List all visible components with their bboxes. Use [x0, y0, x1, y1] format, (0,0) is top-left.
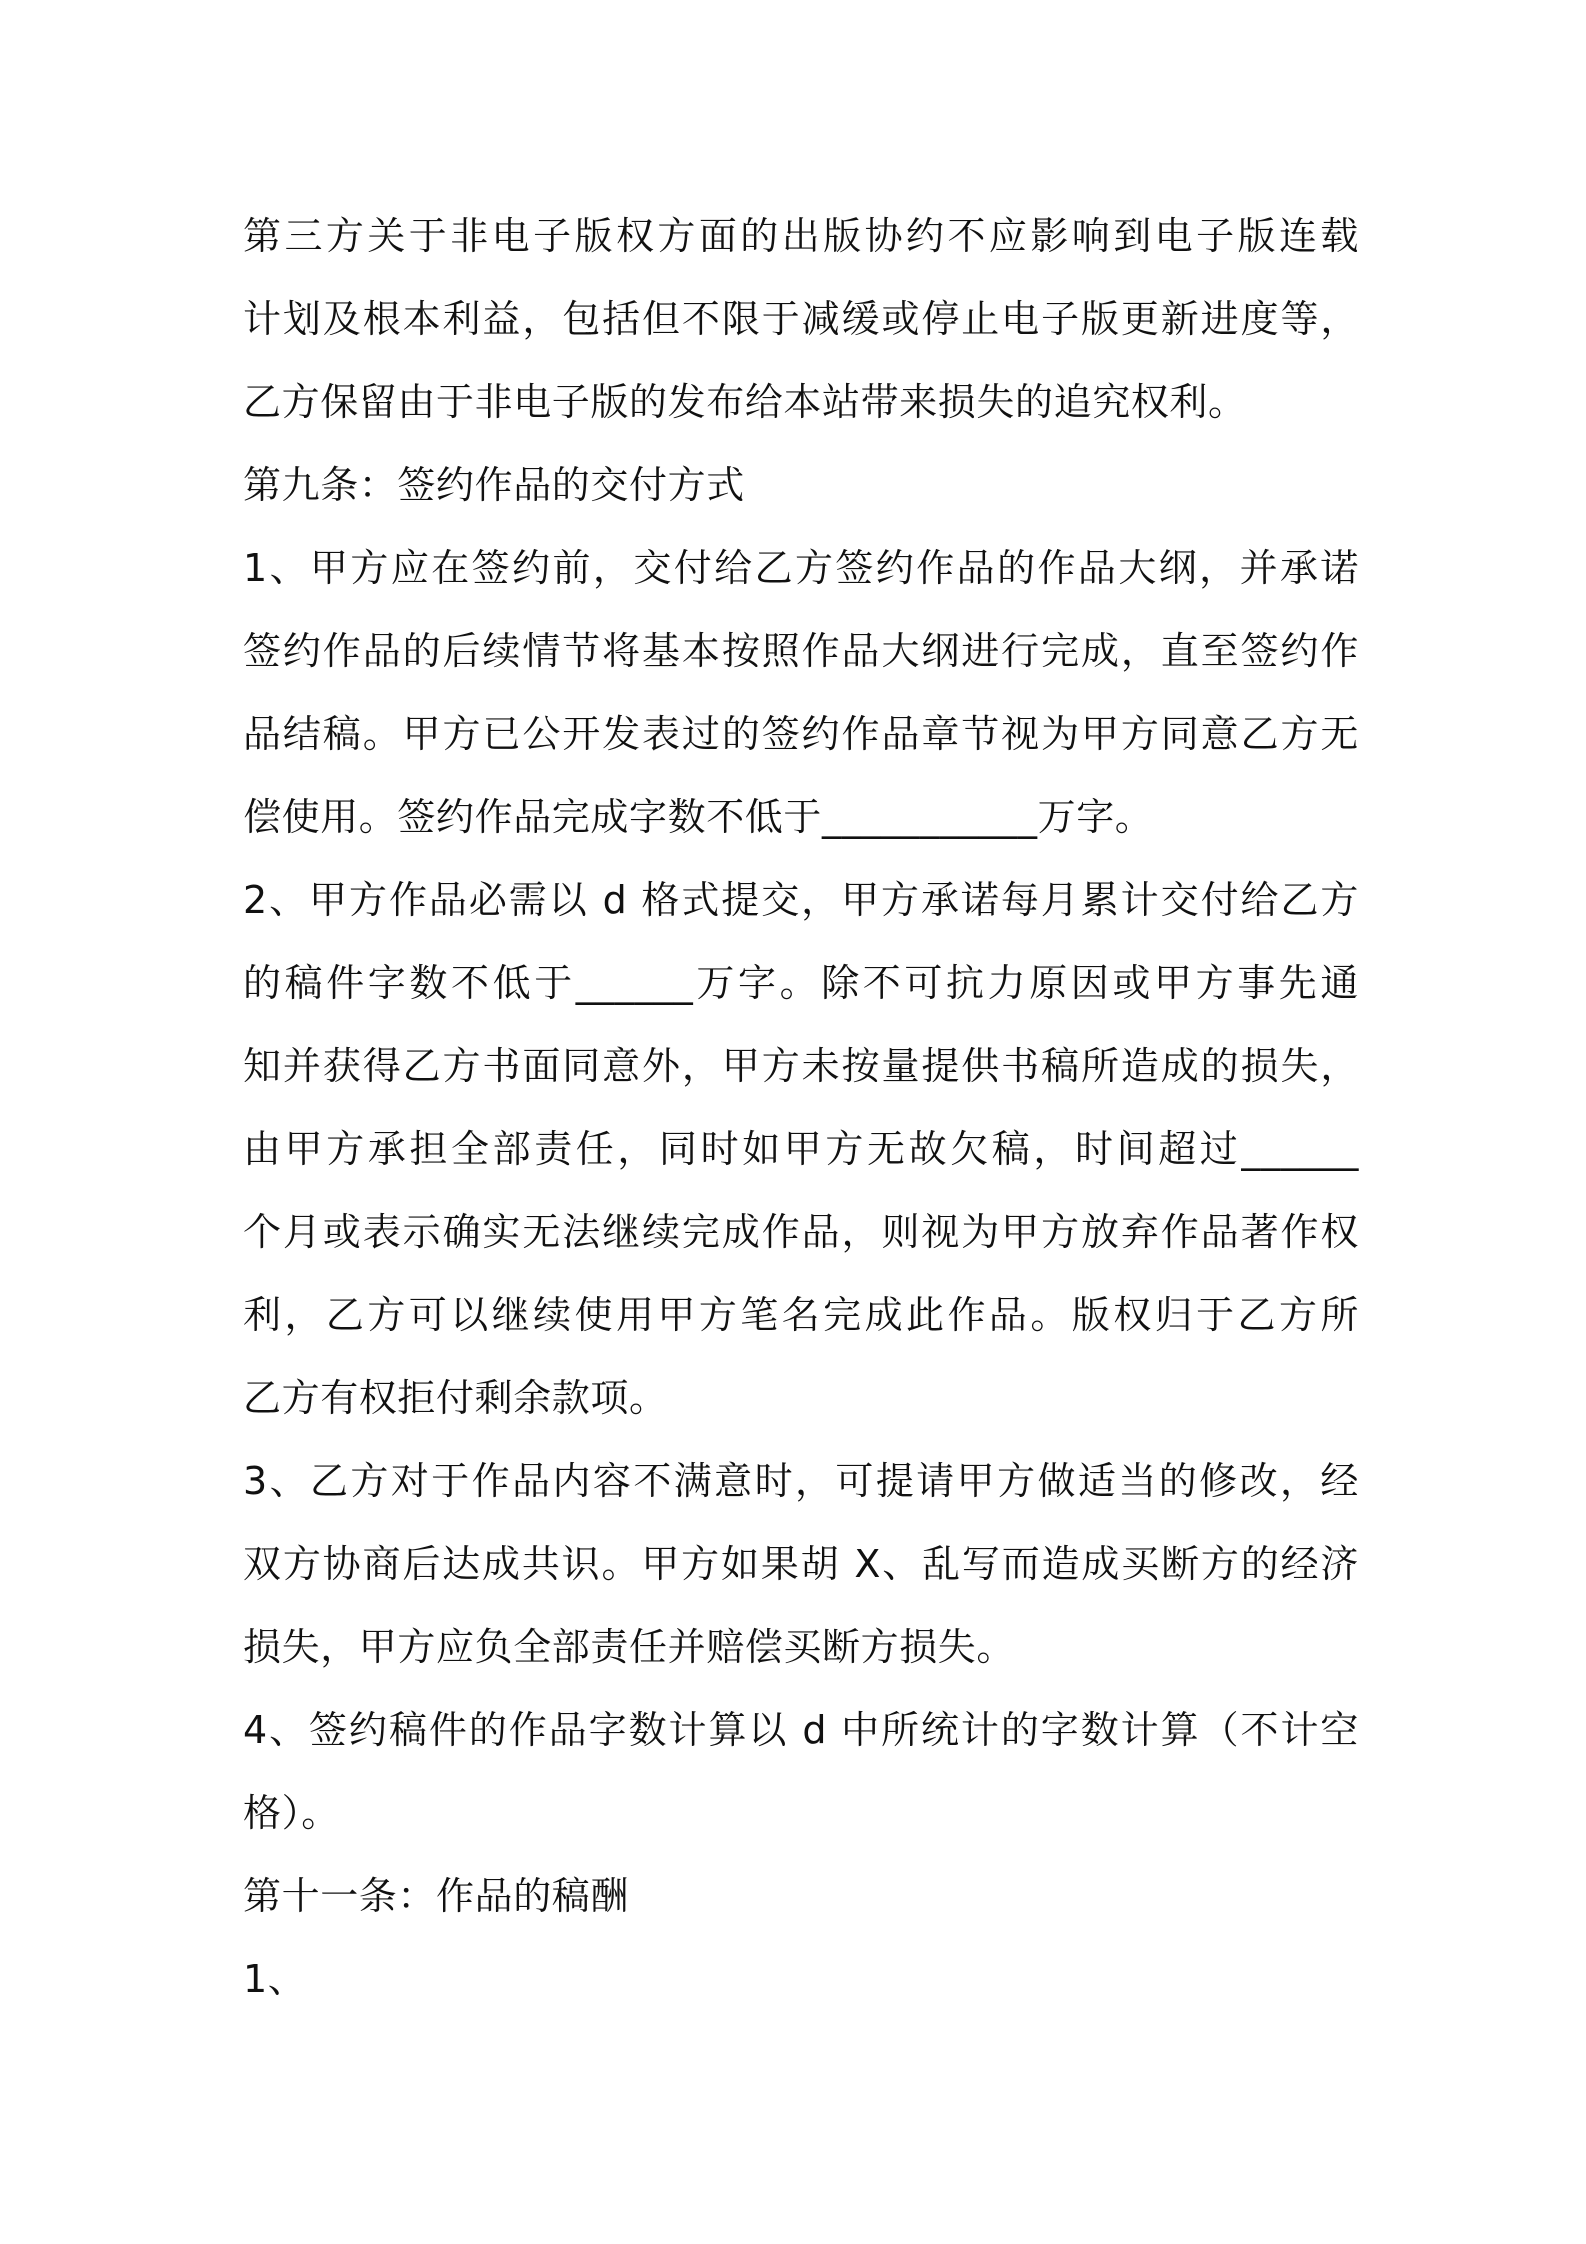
text-line: 乙方有权拒付剩余款项。: [243, 1376, 668, 1420]
text-line: 1、: [243, 1957, 307, 2001]
contract-text: [243, 195, 1359, 2021]
text-line: 利，乙方可以继续使用甲方笔名完成此作品。版权归于乙方所: [243, 1293, 1359, 1337]
text-line: 2、甲方作品必需以 d 格式提交，甲方承诺每月累计交付给乙方: [243, 878, 1359, 922]
section-heading: 第九条：签约作品的交付方式: [243, 463, 745, 507]
text-line: 由甲方承担全部责任，同时如甲方无故欠稿，时间超过______: [243, 1127, 1359, 1171]
text-line: 第三方关于非电子版权方面的出版协约不应影响到电子版连载: [243, 214, 1359, 258]
text-line: 签约作品的后续情节将基本按照作品大纲进行完成，直至签约作: [243, 629, 1359, 673]
text-line: 品结稿。甲方已公开发表过的签约作品章节视为甲方同意乙方无: [243, 712, 1359, 756]
text-line: 的稿件字数不低于______万字。除不可抗力原因或甲方事先通: [243, 961, 1359, 1005]
text-line: 4、签约稿件的作品字数计算以 d 中所统计的字数计算（不计空: [243, 1708, 1359, 1752]
text-line: 双方协商后达成共识。甲方如果胡 X、乱写而造成买断方的经济: [243, 1542, 1359, 1586]
section-heading: 第十一条：作品的稿酬: [243, 1874, 630, 1918]
text-line: 偿使用。签约作品完成字数不低于___________万字。: [243, 795, 1154, 839]
text-line: 乙方保留由于非电子版的发布给本站带来损失的追究权利。: [243, 380, 1247, 424]
text-line: 格）。: [243, 1791, 340, 1835]
text-line: 知并获得乙方书面同意外，甲方未按量提供书稿所造成的损失，: [243, 1044, 1359, 1088]
text-line: 个月或表示确实无法继续完成作品，则视为甲方放弃作品著作权: [243, 1210, 1359, 1254]
text-line: 计划及根本利益，包括但不限于减缓或停止电子版更新进度等，: [243, 297, 1359, 341]
text-line: 1、甲方应在签约前，交付给乙方签约作品的作品大纲，并承诺: [243, 546, 1359, 590]
text-line: 3、乙方对于作品内容不满意时，可提请甲方做适当的修改，经: [243, 1459, 1359, 1503]
text-line: 损失，甲方应负全部责任并赔偿买断方损失。: [243, 1625, 1016, 1669]
